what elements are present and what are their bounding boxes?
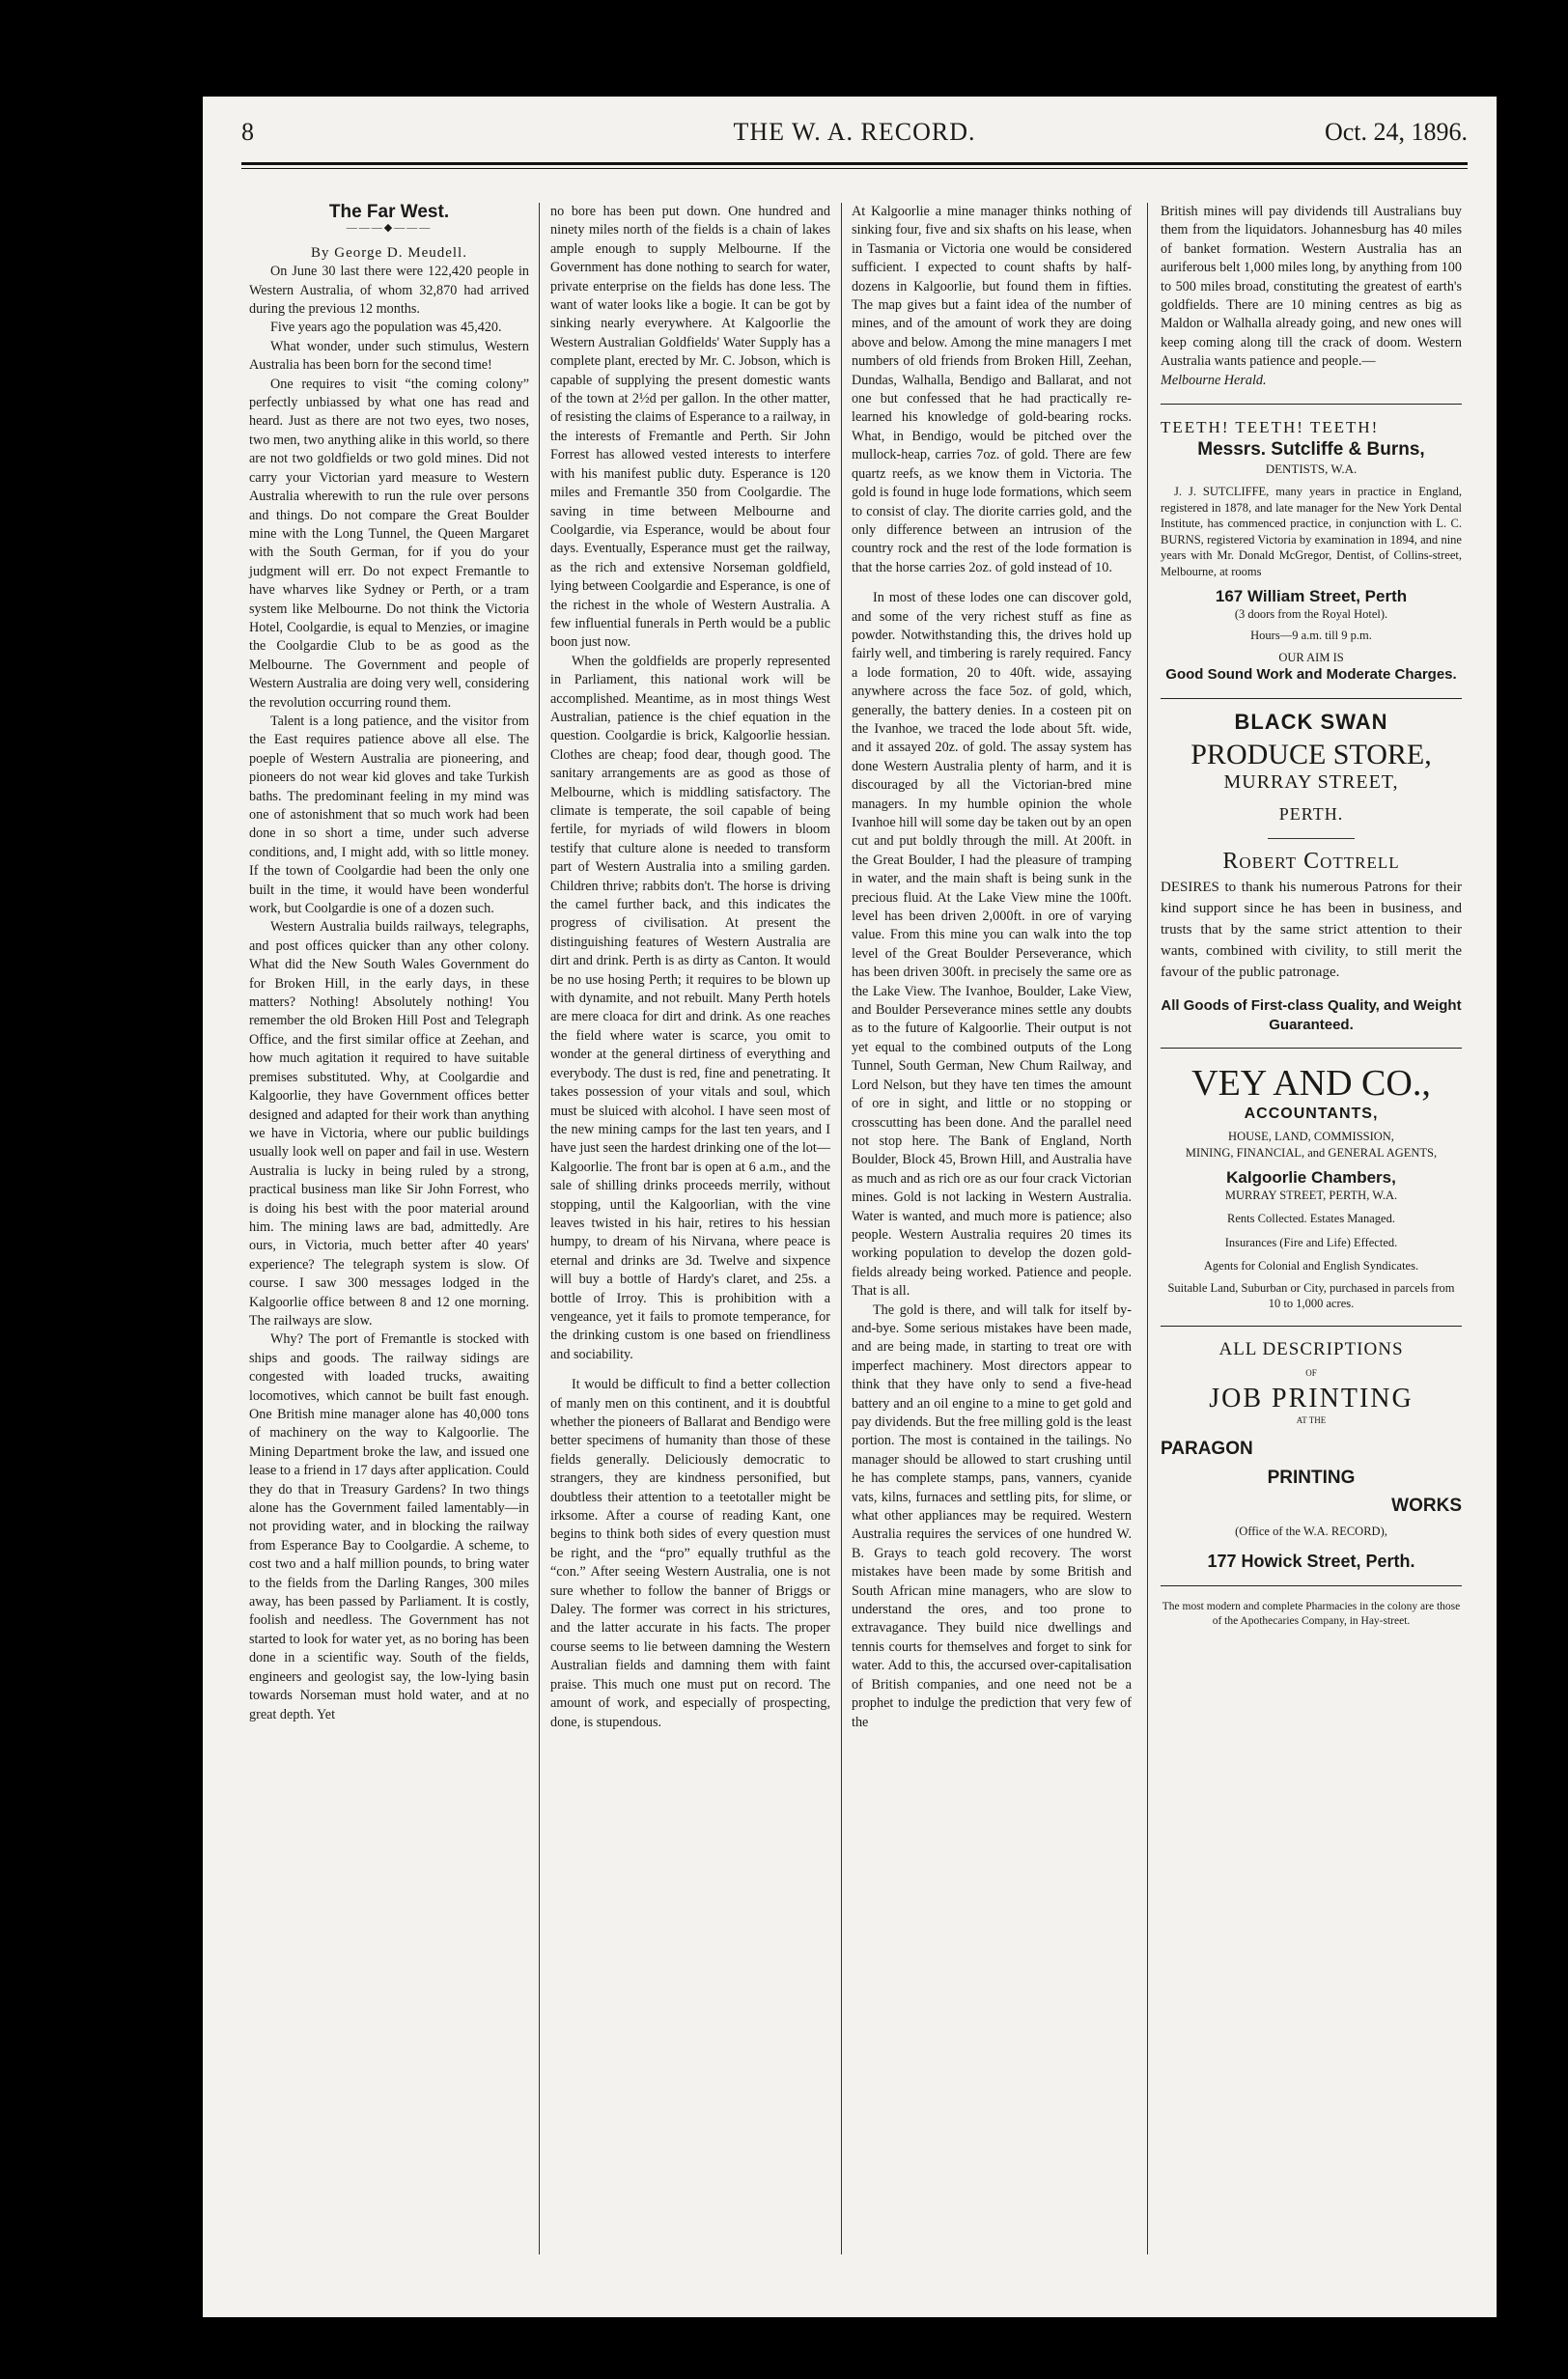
ad-divider <box>1161 1585 1462 1586</box>
vey-office: Kalgoorlie Chambers, <box>1226 1168 1396 1188</box>
paragraph: no bore has been put down. One hundred and ninety miles north of the fields is a chain of lakes ample enough to supply Melbourne. If the Government has done nothing to search for water, private enterprise on the fields has done less. The want of water looks like a bogie. It can be got by sinking nearly everywhere. At Kalgoorlie the Western Australian Goldfields' Water Supply has a complete plant, erected by Mr. C. Jobson, which is capable of supplying the present domestic wants of the town at 2½d per gallon. In the other matter, of resisting the claims of Esperance to a railway, in the interests of Fremantle and Perth. Sir John Forrest has allowed vested interests to interfere with his manifest public duty. Esperance is 120 miles and Fremantle 350 from Coolgardie. The saving in time between Melbourne and Coolgardie, via Esperance, would be about four days. Eventually, Esperance must get the railway, as the rich and extensive Norseman goldfield, lying between Coolgardie and Esperance, is one of the richest in the whole of Western Australia. A few influential funerals in Perth would be a public boon just now. <box>550 204 830 651</box>
article-column-3 <box>852 203 1132 1732</box>
swan-line-2: PRODUCE STORE, <box>1190 739 1432 770</box>
newspaper-title: THE W. A. RECORD. <box>733 118 976 146</box>
dentist-aim-label: OUR AIM IS <box>1278 650 1344 664</box>
article-column-1 <box>249 203 529 1724</box>
paragraph: When the goldfields are properly represented in Parliament, this national work will be accomplished. Meantime, as in most things West Australian, patience is the chief equation in the question. Coolgardie is brick, Kalgoorlie hessian. Clothes are cheap; food dear, though good. The sanitary arrangements are as good as those of Melbourne, which is middling satisfactory. The climate is temperate, the soil capable of being fertile, for myriads of wild flowers in bloom testify that culture alone is needed to transform part of Western Australia into a smiling garden. Children thrive; rabbits don't. The horse is driving the camel further back, and this indicates the progress of civilisation. At present the distinguishing features of Western Australia are dirt and drink. Perth is as dirty as Canton. It would be no use hosing Perth; it requires to be blown up with dynamite, and not rebuilt. Many Perth hotels are mere cloaca for dirt and drink. As one reaches the field where water is scarce, you omit to wonder at the general dirtiness of everything and everybody. The dust is red, fine and penetrating. It takes possession of your vitals and soul, which must be sluiced with alcohol. I have seen most of the new mining camps for the last ten years, and I have just seen the hardest drinking one of the lot—Kalgoorlie. The front bar is open at 6 a.m., and the sale of shilling drinks proceeds merrily, without stopping, until the Kalgoorlian, with the vine leaves twisted in his hair, retires to his hessian humpy, to dream of his Nirvana, where peace is eternal and drinks are 3d. Twelve and sixpence will buy a bottle of Hardy's claret, and 25s. a bottle of Irroy. This is prohibition with a vengeance, yet it fails to promote temperance, for the drinking custom is one based on friendliness and sociability. <box>550 653 830 1362</box>
paragraph: It would be difficult to find a better collection of manly men on this continent, and it is doubtful whether the pioneers of Ballarat and Bendigo were better specimens of humanity than those of these fields generally. Deliciously democratic to strangers, they are kindness personified, but doubtless their attention to a teetotaller might be irksome. After a course of reading Kant, one begins to think both sides of every question must be right, and the “pro” equally truthful as the “con.” After seeing Western Australia, one is not sure whether to follow the banner of Briggs or Daley. The former was correct in his strictures, and the latter accurate in his facts. The proper course seems to lie between damning the Western Australian fields and damning them with faint praise. This much one must put on record. The amount of work, and especially of prospecting, done, is stupendous. <box>550 1377 830 1730</box>
article-title: The Far West. <box>328 202 450 222</box>
printing-advert <box>1161 1340 1462 1572</box>
printing-word-1: PARAGON <box>1161 1439 1253 1460</box>
page-number: 8 <box>241 118 254 146</box>
article-column-2 <box>550 203 830 1732</box>
printing-at-the: AT THE <box>1296 1415 1327 1426</box>
printing-line-1: ALL DESCRIPTIONS <box>1218 1338 1404 1359</box>
vey-line-3: Agents for Colonial and English Syndicates. <box>1203 1259 1419 1273</box>
paragraph: At Kalgoorlie a mine manager thinks nothing of sinking four, five and six shafts on his lease, when in Tasmania or Victoria one would be considered sufficient. I expected to count shafts by half-dozens in Kalgoorlie, but found them in fifties. The map gives but a faint idea of the number of mines, and of the amount of work they are doing above and below. Among the mine managers I met numbers of old friends from Broken Hill, Zeehan, Dundas, Walhalla, Bendigo and Ballarat, and not one but confessed that he had practically re-learned his knowledge of gold-bearing rocks. What, in Bendigo, would be pitched over the mullock-heap, carries 7oz. of gold. There are few quartz reefs, as we know them in Victoria. The gold is found in huge lode formations, which seem to consist of clay. The diorite carries gold, and the only difference between an intrusion of the country rock and the rest of the lode formation is that the horse carries 2oz. of gold instead of 10. <box>852 204 1132 575</box>
vey-services-2: MINING, FINANCIAL, and GENERAL AGENTS, <box>1185 1145 1438 1160</box>
dentist-advert <box>1161 418 1462 685</box>
newspaper-page <box>203 97 1497 2317</box>
printing-office: (Office of the W.A. RECORD), <box>1235 1524 1387 1538</box>
vey-advert <box>1161 1062 1462 1312</box>
paragraph: In most of these lodes one can discover gold, and some of the very richest stuff as fine as powder. Notwithstanding this, the drives hold up fairly well, and timbering is rarely required. Fancy a lode formation, 20 to 40ft. wide, assaying anywhere across the face 5oz. of gold, which, generally, the battery denies. In a costeen pit on the Ivanhoe, we traced the lode about 5ft. wide, and it assayed 20z. of gold. The assay system has done Western Australia plenty of harm, and it is discouraged by all the Victorian-bred mine managers. In my humble opinion the whole Ivanhoe hill will some day be taken out by an open cut and put boldly through the mill. At 200ft. in the Great Boulder, I had the pleasure of tramping in water, and the main shaft is being sunk in the precious fluid. At the Lake View mine the 100ft. level has been driven 2,000ft. in ore of varying value. From this mine you can walk into the top level of the Great Boulder Perseverance, which has been driven 300ft. in precisely the same ore as the Lake View. The Ivanhoe, Boulder, Lake View, and Boulder Perseverance mines settle any doubts as to the future of Kalgoorlie. Their output is not yet equal to the combined outputs of the Long Tunnel, South German, New Chum Railway, and Lord Nelson, but they have ten times the amount of ore in sight, and little or no stopping or crosscutting has been done. And the parallel need not stop here. The Bank of England, North Boulder, Block 45, Brown Hill, and Australia have as much and as rich ore as our four crack Victorian mines. Gold is not lacking in Western Australia. Water is wanted, and much more is patience; also people. Western Australia requires 20 times its working population to develop the dozen gold-fields already being worked. Patience and people. That is all. <box>852 590 1132 1300</box>
issue-date: Oct. 24, 1896. <box>1324 118 1468 146</box>
printing-word-2: PRINTING <box>1267 1467 1356 1488</box>
vey-services-1: HOUSE, LAND, COMMISSION, <box>1228 1130 1394 1144</box>
article-source: Melbourne Herald. <box>1161 372 1267 388</box>
vey-line-1: Rents Collected. Estates Managed. <box>1227 1212 1395 1226</box>
swan-tagline: All Goods of First-class Quality, and Weight Guaranteed. <box>1161 997 1462 1033</box>
ad-divider <box>1161 1326 1462 1327</box>
vey-line-2: Insurances (Fire and Life) Effected. <box>1224 1235 1398 1249</box>
pharmacy-notice: The most modern and complete Pharmacies in the colony are those of the Apothecaries Company, in Hay-street. <box>1162 1600 1461 1627</box>
header-rule <box>241 162 1468 165</box>
ad-divider <box>1161 1048 1462 1049</box>
printing-word-3: WORKS <box>1391 1496 1462 1517</box>
header-rule-thin <box>241 168 1468 169</box>
paragraph: Talent is a long patience, and the visitor from the East requires patience above all else. The poeple of Western Australia are pioneering, and pioneers do not wear kid gloves and take Turkish baths. The predominant feeling in my mind was one of astonishment that so much work had been done in so short a time, under such adverse conditions, and, I might add, with so little money. If the town of Coolgardie had been the only one built in the time, it would have been wonderful work, but Coolgardie is one of a dozen such. <box>249 713 529 917</box>
paragraph: On June 30 last there were 122,420 people in Western Australia, of whom 32,870 had arrived during the previous 12 months. <box>249 264 529 318</box>
column-divider <box>539 203 540 2254</box>
dentist-headline: TEETH! TEETH! TEETH! <box>1161 418 1380 437</box>
printing-line-2: JOB PRINTING <box>1209 1383 1414 1413</box>
vey-title: ACCOUNTANTS, <box>1244 1106 1379 1123</box>
dentist-aim: Good Sound Work and Moderate Charges. <box>1165 666 1457 684</box>
dentist-address: 167 William Street, Perth <box>1215 587 1408 606</box>
swan-line-4: PERTH. <box>1278 804 1344 825</box>
printing-address: 177 Howick Street, Perth. <box>1207 1552 1415 1572</box>
paragraph: Why? The port of Fremantle is stocked with ships and goods. The railway sidings are congested with loaded trucks, awaiting locomotives, which cannot be built fast enough. One British mine manager alone has 40,000 tons of machinery on the way to Kalgoorlie. The Mining Department broke the law, and issued one lease to a friend in 17 days after application. Could they do that in Treasury Gardens? In two things alone has the Government failed lamentably—in not providing water, and in blocking the railway from Esperance Bay to Coolgardie. A scheme, to cost two and a half million pounds, to bring water to the fields from the Darling Ranges, 300 miles away, has been passed by Parliament. It is costly, foolish and needless. The Government has not started to look for water yet, as no boring has been done in a scientific way. South of the fields, engineers and geologist say, the low-lying basin towards Norseman must hold water, and at no great depth. Yet <box>249 1331 529 1722</box>
dentist-trade: DENTISTS, W.A. <box>1265 461 1358 476</box>
paragraph: Five years ago the population was 45,420. <box>270 320 502 336</box>
ad-divider <box>1161 698 1462 699</box>
dentist-body: J. J. SUTCLIFFE, many years in practice in England, registered in 1878, and late manager for the New York Dental Institute, has commenced practice, in conjunction with L. C. BURNS, registered Victoria by examination in 1894, and nine years with Mr. Donald McGregor, Dentist, of Collins-street, Melbourne, at rooms <box>1161 485 1462 578</box>
article-byline: By George D. Meudell. <box>311 244 467 261</box>
column-divider <box>1147 203 1148 2254</box>
printing-of: OF <box>1305 1368 1317 1379</box>
swan-body: DESIRES to thank his numerous Patrons for their kind support since he has been in business, and trusts that by the same strict attention to their wants, combined with civility, to still merit the favour of the public patronage. <box>1161 880 1462 981</box>
dentist-hours: Hours—9 a.m. till 9 p.m. <box>1250 629 1372 643</box>
swan-line-3: MURRAY STREET, <box>1223 771 1399 793</box>
dentist-firm: Messrs. Sutcliffe & Burns, <box>1197 439 1425 461</box>
vey-address: MURRAY STREET, PERTH, W.A. <box>1224 1188 1398 1202</box>
paragraph: What wonder, under such stimulus, Western Australia has been born for the second time! <box>249 338 529 374</box>
dentist-address-note: (3 doors from the Royal Hotel). <box>1234 606 1388 621</box>
ad-divider <box>1161 404 1462 405</box>
column-4 <box>1161 203 1462 1629</box>
column-divider <box>841 203 842 2254</box>
paragraph: One requires to visit “the coming colony” perfectly unbiassed by what one has read and heard. Just as there are not two eyes, two noses, two men, two anything alike in this world, so there are not two goldfields or two gold mines. Did not carry your Victorian yard measure to Western Australia wherewith to run the rule over persons and things. Do not compare the Great Boulder mine with the Long Tunnel, the Queen Margaret with the South German, for if you do your judgment will err. Do not expect Fremantle to have wharves like Sydney or Perth, or a tram system like Melbourne. Do not think the Victoria Hotel, Coolgardie, is equal to Menzies, or imagine the Coolgardie Club to be as good as the Melbourne. The Government and people of Western Australia are doing very well, considering the revolution occurring round them. <box>249 376 529 711</box>
paragraph: The gold is there, and will talk for itself by-and-bye. Some serious mistakes have been made, and are being made, in starting to treat ore with imperfect machinery. Most directors appear to think that they have only to send a five-head battery and an oil engine to a mine to get gold and pay dividends. But the free milling gold is the least portion. The most is contained in the tailings. No manager should be allowed to start crushing until he has complete stamps, pans, vanners, cyanide vats, kilns, furnaces and settling pits, for slime, or what other appliances may be required. Western Australia requires the services of one hundred W. B. Grays to teach gold recovery. The worst mistakes have been made by some British and South African mine managers, who are slow to understand the ores, and too prone to extravagance. They build nice dwellings and tennis courts for themselves and forget to sink for water. Add to this, the accursed over-capitalisation of British companies, and one need not be a prophet to indulge the prediction that very few of the <box>852 1301 1133 1730</box>
vey-name: VEY AND CO., <box>1191 1063 1431 1105</box>
vey-line-4: Suitable Land, Suburban or City, purchased in parcels from 10 to 1,000 acres. <box>1167 1280 1455 1311</box>
title-ornament: ———◆——— <box>346 222 433 235</box>
swan-line-1: BLACK SWAN <box>1234 709 1388 734</box>
paragraph: Western Australia builds railways, telegraphs, and post offices quicker than any other colony. What did the New South Wales Government do for Broken Hill, in the early days, in these matters? Nothing! Absolutely nothing! You remember the old Broken Hill Post and Telegraph Office, and the first similar office at Zeehan, and how much agitation it required to have suitable premises substituted. Why, at Coolgardie and Kalgoorlie, they have Government offices better designed and adapted for their work than anything we have in Victoria, where our public buildings usually look well on paper and fail in use. Western Australia is lucky in being ruled by a strong, practical business man like Sir John Forrest, who is doing his best with the poor material around him. The mining laws are bad, admittedly. Are ours, in Victoria, much better after 40 years' experience? The telegraph system is slow. Of course. I saw 300 messages lodged in the Kalgoorlie office between 8 and 12 one morning. The railways are slow. <box>249 919 529 1329</box>
paragraph: British mines will pay dividends till Australians buy them from the liquidators. Johannesburg has 40 miles of banket formation. Western Australia has an auriferous belt 1,000 miles long, by anything from 100 to 500 miles broad, constituting the greatest of earth's goldfields. There are 10 mining centres as big as Maldon or Walhalla already going, and new ones will keep coming along till the crack of doom. Western Australia wants patience and people.— <box>1161 204 1462 370</box>
black-swan-advert <box>1161 709 1462 1034</box>
swan-proprietor: Robert Cottrell <box>1222 848 1400 874</box>
page-header <box>241 118 1468 156</box>
